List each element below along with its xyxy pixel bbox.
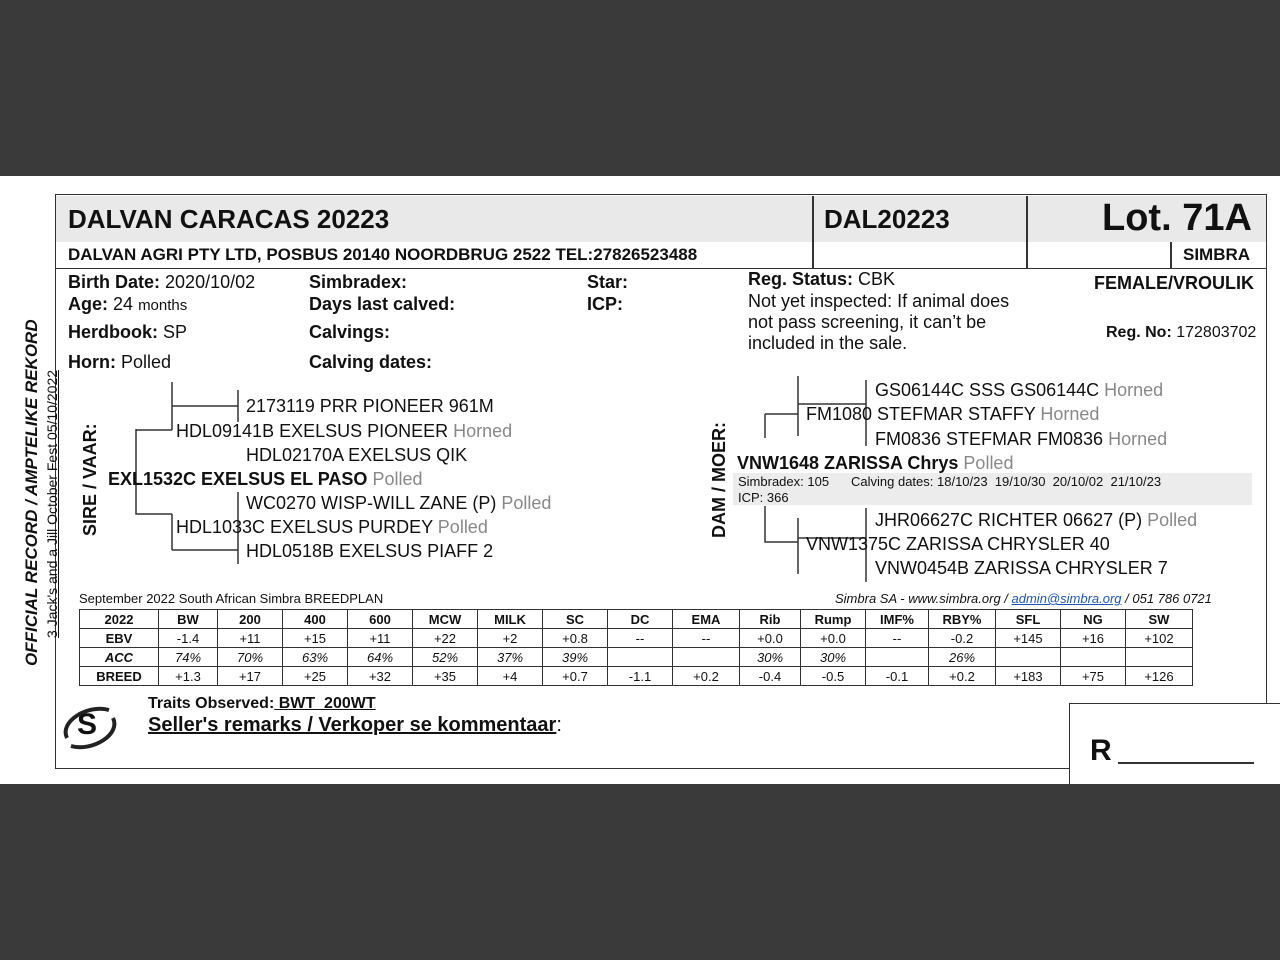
ebv-cell: +32 bbox=[348, 667, 413, 686]
icp: ICP: bbox=[587, 294, 623, 314]
ebv-cell: +75 bbox=[1061, 667, 1126, 686]
ebv-cell: NG bbox=[1061, 610, 1126, 629]
ebv-cell: +145 bbox=[996, 629, 1061, 648]
animal-name: DALVAN CARACAS 20223 bbox=[68, 204, 390, 234]
ebv-cell bbox=[1061, 648, 1126, 667]
ebv-cell: +0.2 bbox=[673, 667, 740, 686]
reg-status: Reg. Status: CBK bbox=[748, 269, 896, 289]
ebv-cell: 39% bbox=[543, 648, 608, 667]
ebv-cell: +0.7 bbox=[543, 667, 608, 686]
ebv-cell: 26% bbox=[929, 648, 996, 667]
dam-dam-sire: JHR06627C RICHTER 06627 (P) Polled bbox=[875, 510, 1198, 530]
reg-no: Reg. No: 172803702 bbox=[1106, 324, 1257, 341]
ebv-row-label: 2022 bbox=[80, 610, 159, 629]
official-record-label: OFFICIAL RECORD / AMPTELIKE REKORD bbox=[22, 319, 41, 666]
ebv-cell: +102 bbox=[1126, 629, 1193, 648]
dam-label: DAM / MOER: bbox=[709, 422, 729, 538]
ebv-cell bbox=[996, 648, 1061, 667]
lot-number: Lot. 71A bbox=[1102, 197, 1252, 239]
ebv-cell: 30% bbox=[801, 648, 866, 667]
ebv-cell: 200 bbox=[218, 610, 283, 629]
age: Age: 24 months bbox=[68, 294, 188, 314]
sire-dam-sire: WC0270 WISP-WILL ZANE (P) Polled bbox=[246, 493, 552, 513]
ebv-cell bbox=[608, 648, 673, 667]
ebv-cell: MCW bbox=[413, 610, 478, 629]
herdbook: Herdbook: SP bbox=[68, 322, 188, 342]
price-line[interactable] bbox=[1118, 762, 1254, 764]
breeder-info: DALVAN AGRI PTY LTD, POSBUS 20140 NOORDBRUG 2522 TEL:27826523488 bbox=[68, 245, 698, 264]
ebv-cell: +2 bbox=[478, 629, 543, 648]
ebv-cell bbox=[1126, 648, 1193, 667]
ebv-cell: 600 bbox=[348, 610, 413, 629]
ebv-cell: -- bbox=[866, 629, 929, 648]
inspection-note: included in the sale. bbox=[748, 333, 908, 353]
sire-label: SIRE / VAAR: bbox=[80, 423, 100, 536]
sire-sire: HDL09141B EXELSUS PIONEER Horned bbox=[176, 421, 513, 441]
ebv-cell: +11 bbox=[218, 629, 283, 648]
dam-calving-dates: Calving dates: 18/10/23 19/10/30 20/10/02 21/10/23 bbox=[851, 474, 1162, 489]
ebv-cell: +22 bbox=[413, 629, 478, 648]
animal-code: DAL20223 bbox=[824, 204, 950, 234]
ebv-cell: -- bbox=[608, 629, 673, 648]
ebv-cell: +4 bbox=[478, 667, 543, 686]
dam-simbradex: Simbradex: 105 bbox=[738, 474, 830, 489]
ebv-row bbox=[80, 629, 1193, 648]
calvings: Calvings: bbox=[309, 322, 391, 342]
catalogue-sheet bbox=[0, 176, 1280, 784]
ebv-cell: +126 bbox=[1126, 667, 1193, 686]
calving-dates: Calving dates: bbox=[309, 352, 433, 372]
event-label: 3 Jack's and a Jill October Fest 05/10/2022 bbox=[44, 369, 60, 638]
ebv-cell: -0.5 bbox=[801, 667, 866, 686]
ebv-cell: SFL bbox=[996, 610, 1061, 629]
ebv-row-label: EBV bbox=[80, 629, 159, 648]
ebv-row-label: BREED bbox=[80, 667, 159, 686]
dam-icp: ICP: 366 bbox=[738, 490, 789, 505]
ebv-cell: +0.0 bbox=[740, 629, 801, 648]
sex: FEMALE/VROULIK bbox=[1094, 273, 1254, 293]
dam-dam-dam: VNW0454B ZARISSA CHRYSLER 7 bbox=[875, 558, 1168, 578]
ebv-cell: +15 bbox=[283, 629, 348, 648]
sire-sire-dam: HDL02170A EXELSUS QIK bbox=[246, 445, 468, 465]
ebv-cell: -0.1 bbox=[866, 667, 929, 686]
ebv-cell: BW bbox=[159, 610, 218, 629]
ebv-cell: +1.3 bbox=[159, 667, 218, 686]
ebv-cell: +35 bbox=[413, 667, 478, 686]
dam-sire: FM1080 STEFMAR STAFFY Horned bbox=[806, 404, 1100, 424]
ebv-cell bbox=[673, 648, 740, 667]
ebv-cell: 30% bbox=[740, 648, 801, 667]
ebv-cell: MILK bbox=[478, 610, 543, 629]
ebv-cell: Rump bbox=[801, 610, 866, 629]
star: Star: bbox=[587, 272, 629, 292]
breedplan-source: September 2022 South African Simbra BREEDPLAN bbox=[79, 591, 384, 606]
ebv-cell: 37% bbox=[478, 648, 543, 667]
ebv-cell: DC bbox=[608, 610, 673, 629]
ebv-cell: -0.2 bbox=[929, 629, 996, 648]
ebv-cell: SW bbox=[1126, 610, 1193, 629]
ebv-cell: -0.4 bbox=[740, 667, 801, 686]
ebv-cell: +11 bbox=[348, 629, 413, 648]
dam-sire-dam: FM0836 STEFMAR FM0836 Horned bbox=[875, 429, 1168, 449]
ebv-cell bbox=[866, 648, 929, 667]
dam: VNW1648 ZARISSA Chrys Polled bbox=[737, 453, 1014, 473]
birth-date: Birth Date: 2020/10/02 bbox=[68, 272, 256, 292]
sire-sire-sire: 2173119 PRR PIONEER 961M bbox=[246, 396, 494, 416]
traits-observed: Traits Observed: BWT 200WT bbox=[148, 695, 376, 712]
ebv-cell: +0.0 bbox=[801, 629, 866, 648]
ebv-cell: RBY% bbox=[929, 610, 996, 629]
ebv-cell: +25 bbox=[283, 667, 348, 686]
sire-dam: HDL1033C EXELSUS PURDEY Polled bbox=[176, 517, 488, 537]
sire: EXL1532C EXELSUS EL PASO Polled bbox=[108, 469, 423, 489]
sire-dam-dam: HDL0518B EXELSUS PIAFF 2 bbox=[246, 541, 494, 561]
ebv-cell: 400 bbox=[283, 610, 348, 629]
breed: SIMBRA bbox=[1183, 245, 1251, 264]
ebv-cell: 74% bbox=[159, 648, 218, 667]
ebv-row bbox=[80, 648, 1193, 667]
days-last-calved: Days last calved: bbox=[309, 294, 456, 314]
ebv-cell: +183 bbox=[996, 667, 1061, 686]
ebv-row bbox=[80, 610, 1193, 629]
email-link[interactable]: admin@simbra.org bbox=[1011, 591, 1122, 606]
ebv-cell: 64% bbox=[348, 648, 413, 667]
ebv-cell: +0.8 bbox=[543, 629, 608, 648]
inspection-note: Not yet inspected: If animal does bbox=[748, 291, 1010, 311]
ebv-row bbox=[80, 667, 1193, 686]
ebv-cell: -1.1 bbox=[608, 667, 673, 686]
ebv-cell: IMF% bbox=[866, 610, 929, 629]
ebv-cell: +0.2 bbox=[929, 667, 996, 686]
ebv-cell: -- bbox=[673, 629, 740, 648]
simbradex: Simbradex: bbox=[309, 272, 408, 292]
ebv-cell: 70% bbox=[218, 648, 283, 667]
ebv-table bbox=[79, 609, 1193, 686]
horn: Horn: Polled bbox=[68, 352, 172, 372]
ebv-cell: SC bbox=[543, 610, 608, 629]
ebv-cell: -1.4 bbox=[159, 629, 218, 648]
ebv-cell: Rib bbox=[740, 610, 801, 629]
dam-dam: VNW1375C ZARISSA CHRYSLER 40 bbox=[806, 534, 1110, 554]
ebv-cell: EMA bbox=[673, 610, 740, 629]
ebv-cell: 63% bbox=[283, 648, 348, 667]
inspection-note: not pass screening, it can’t be bbox=[748, 312, 987, 332]
seller-remarks: Seller's remarks / Verkoper se kommentaar: bbox=[148, 714, 562, 736]
ebv-cell: 52% bbox=[413, 648, 478, 667]
ebv-row-label: ACC bbox=[80, 648, 159, 667]
dam-sire-sire: GS06144C SSS GS06144C Horned bbox=[875, 380, 1164, 400]
breedplan-contact: Simbra SA - www.simbra.org / admin@simbra.org / 051 786 0721 bbox=[835, 591, 1212, 606]
ebv-cell: +17 bbox=[218, 667, 283, 686]
simbra-logo bbox=[57, 698, 123, 758]
price-prefix: R bbox=[1090, 734, 1112, 767]
logo-letter: S bbox=[77, 708, 98, 741]
ebv-cell: +16 bbox=[1061, 629, 1126, 648]
